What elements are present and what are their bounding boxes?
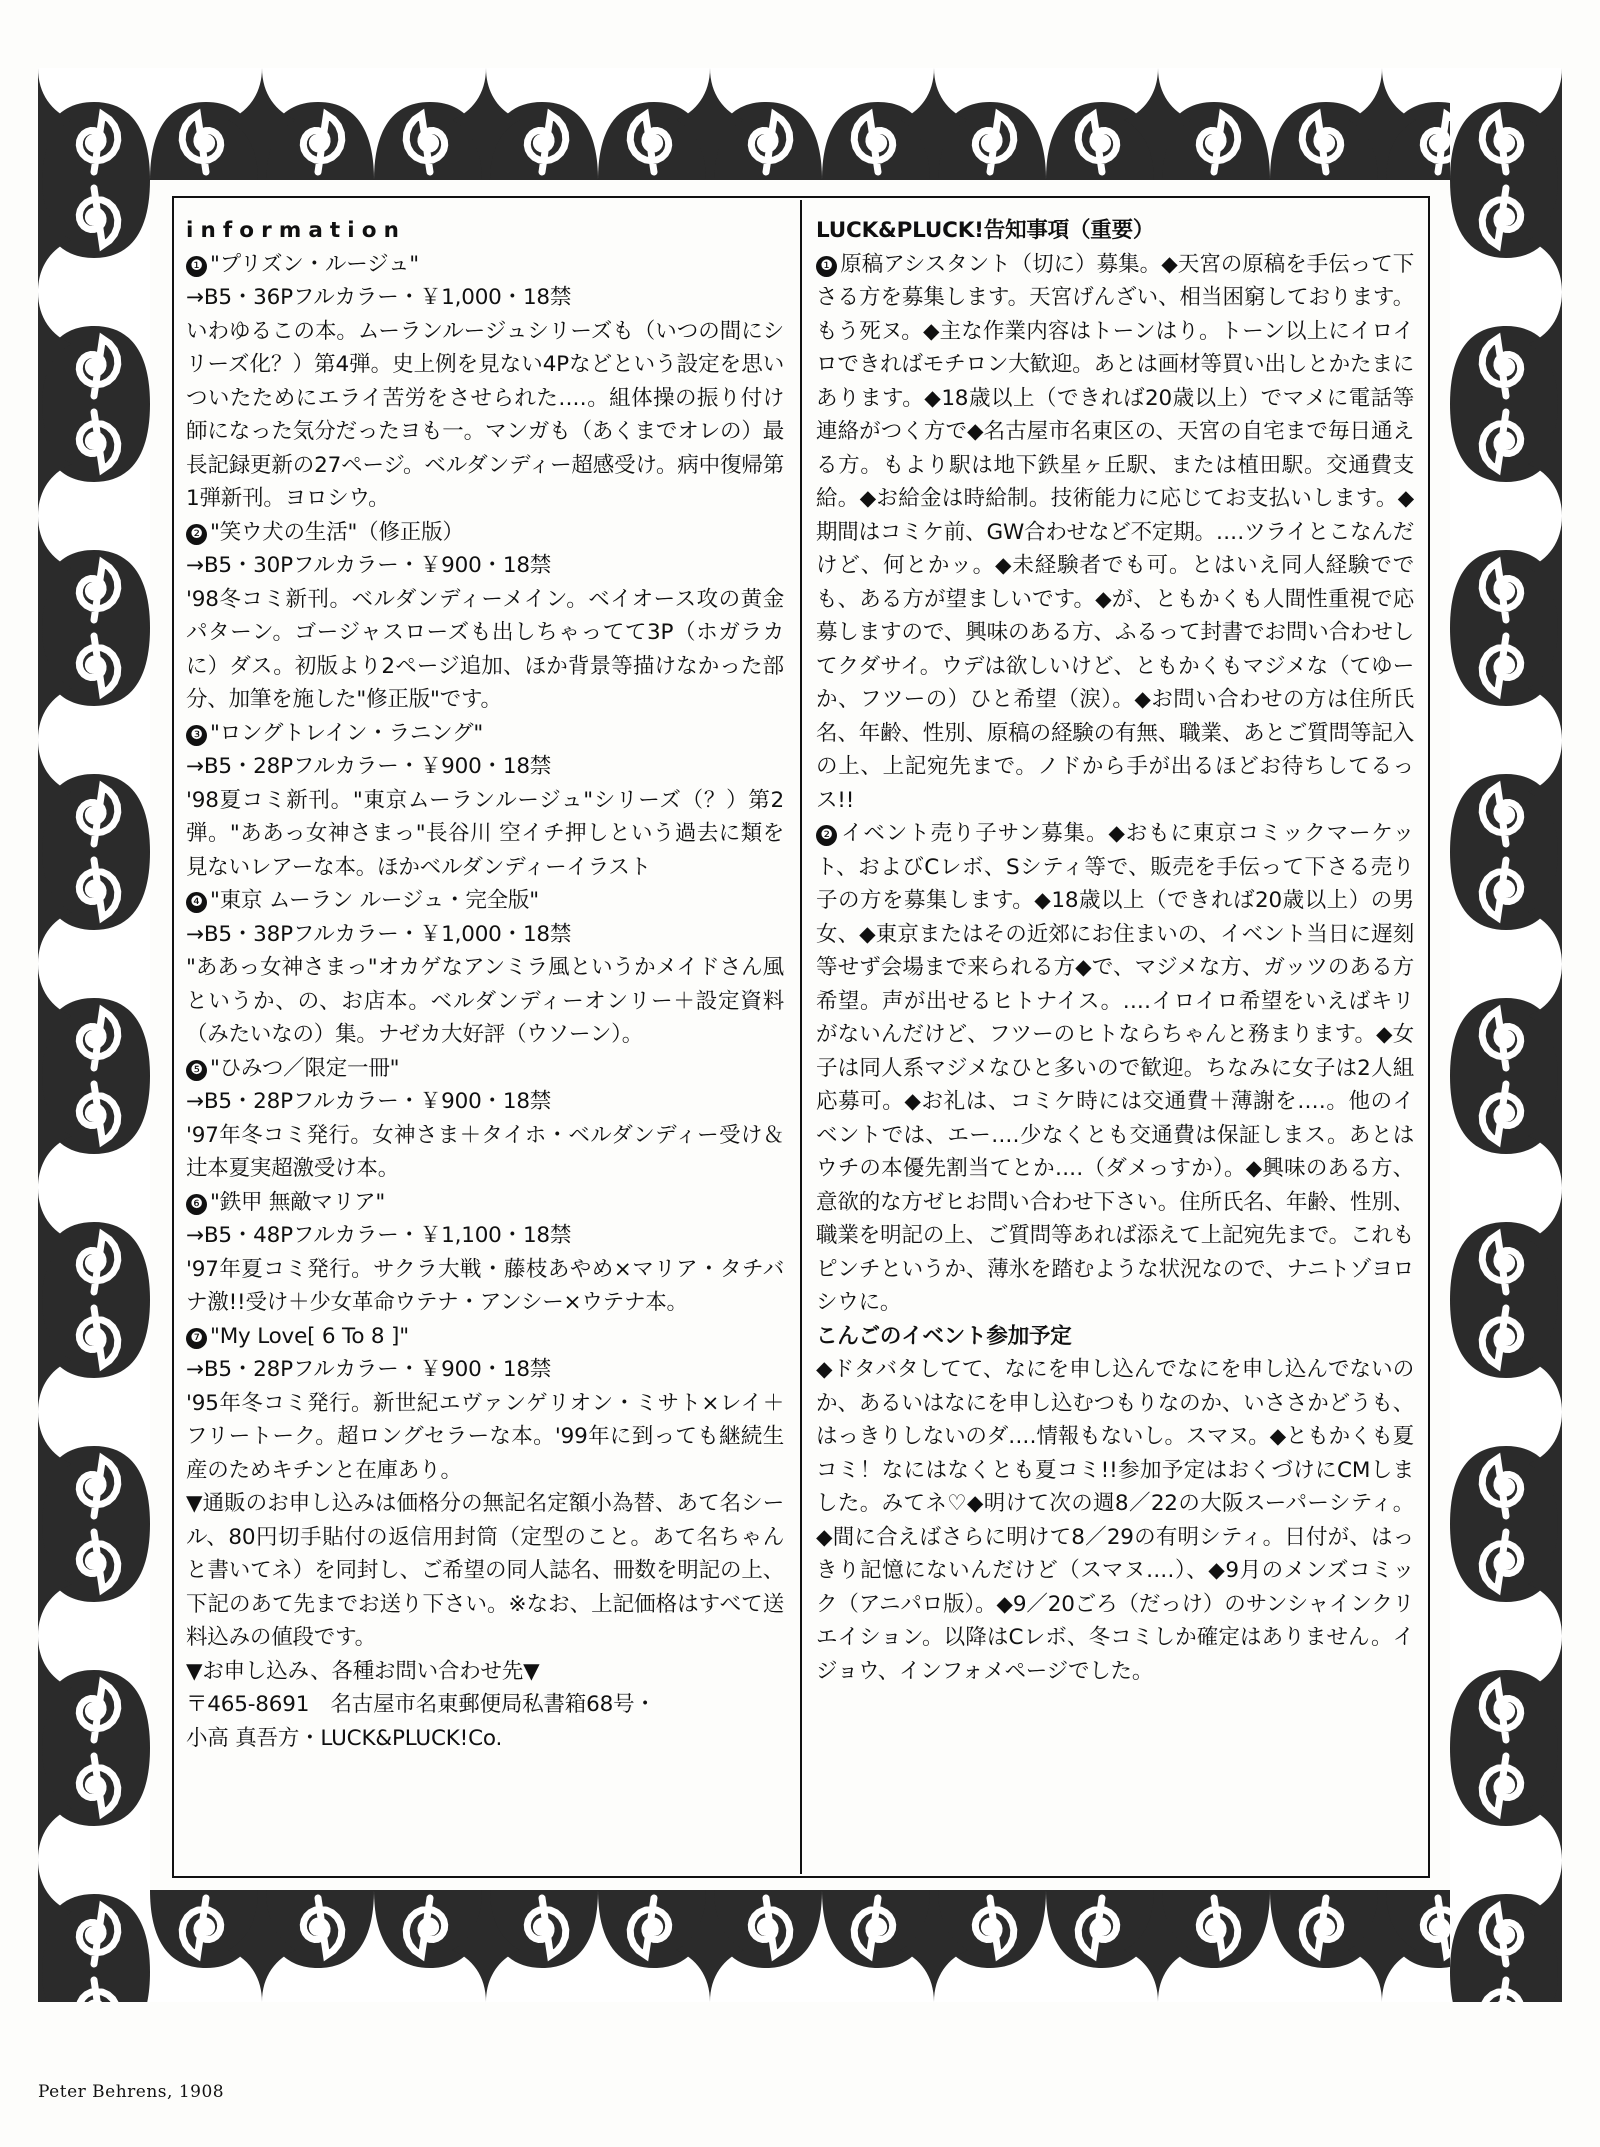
item-title-7: ❼ "My Love[ 6 To 8 ]" (186, 1320, 784, 1354)
item-spec-5: →B5・28Pフルカラー・￥900・18禁 (186, 1089, 552, 1114)
item-title-6: ❻ "鉄甲 無敵マリア" (186, 1186, 784, 1220)
spiral-ornament-icon (1450, 1636, 1562, 1748)
item-number-badge-3: ❸ (186, 725, 207, 746)
spiral-ornament-icon (1450, 1076, 1562, 1188)
spiral-ornament-icon (1046, 1890, 1158, 2002)
notice-item-2: ❷ イベント売り子サン募集。◆おもに東京コミックマーケット、およびCレボ、Sシティ等で、販売を手伝って下さる売り子の方を募集します。◆18歳以上（できれば20歳以上）の男女、◆東京またはその近郊にお住まいの、イベント当日に遅刻等せず会場まで来られる方◆で、マジメな方、ガッツのある方希望。声が出せるヒトナイス。‥‥イロイロ希望をいえばキリがないんだけど、フツーのヒトならちゃんと務まります。◆女子は同人系マジメなひと多いので歓迎。ちなみに女子は2人組応募可。◆お礼は、コミケ時には交通費＋薄謝を‥‥。他のイベントでは、エー‥‥少なくとも交通費は保証しまス。あとはウチの本優先割当てとか‥‥（ダメっすか）。◆興味のある方、意欲的な方ゼヒお問い合わせ下さい。住所氏名、年齢、性別、職業を明記の上、ご質問等あれば添えて上記宛先まで。これもピンチというか、薄氷を踏むような状況なので、ナニトゾヨロシウに。 (816, 821, 1414, 1315)
spiral-ornament-icon (150, 1890, 262, 2002)
spiral-ornament-icon (1450, 516, 1562, 628)
border-ornament-left (38, 68, 150, 2002)
spiral-ornament-icon (486, 68, 598, 180)
spiral-ornament-icon (1450, 404, 1562, 516)
postal-address-line-2: 小高 真吾方・LUCK&PLUCK!Co. (186, 1725, 503, 1751)
page-caption: Peter Behrens, 1908 (38, 2082, 225, 2102)
notice-column (816, 214, 1414, 1862)
spiral-ornament-icon (38, 1972, 150, 2002)
spiral-ornament-icon (38, 68, 150, 180)
spiral-ornament-icon (1450, 1300, 1562, 1412)
item-title-2: ❷ "笑ウ犬の生活"（修正版） (186, 516, 784, 550)
frame-rule-left (172, 196, 174, 1878)
notice-item-1: ❶ 原稿アシスタント（切に）募集。◆天宮の原稿を手伝って下さる方を募集します。天宮げんざい、相当困窮しております。もう死ヌ。◆主な作業内容はトーンはり。トーン以上にイロイロできればモチロン大歓迎。あとは画材等買い出しとかたまにあります。◆18歳以上（できれば20歳以上）でマメに電話等連絡がつく方で◆名古屋市名東区の、天宮の自宅まで毎日通える方。もより駅は地下鉄星ヶ丘駅、または植田駅。交通費支給。◆お給金は時給制。技術能力に応じてお支払いします。◆期間はコミケ前、GW合わせなど不定期。‥‥ツライとこなんだけど、何とかッ。◆未経験者でも可。とはいえ同人経験ででも、ある方が望ましいです。◆が、ともかくも人間性重視で応募しますので、興味のある方、ふるって封書でお問い合わせしてクダサイ。ウデは欲しいけど、ともかくもマジメな（てゆーか、フツーの）ひと希望（涙）。◆お問い合わせの方は住所氏名、年齢、性別、原稿の経験の有無、職業、あとご質問等記入の上、上記宛先まで。ノドから手が出るほどお待ちしてるっス!! (816, 251, 1414, 813)
spiral-ornament-icon (150, 68, 262, 180)
spiral-ornament-icon (486, 1890, 598, 2002)
item-body-3: '98夏コミ新刊。"東京ムーランルージュ"シリーズ（？）第2弾。"ああっ女神さまっ"長谷川 空イチ押しという過去に類を見ないレアーな本。ほかベルダンディーイラスト (186, 787, 784, 880)
item-body-4: "ああっ女神さまっ"オカゲなアンミラ風というかメイドさん風というか、の、お店本。ベルダンディーオンリー＋設定資料（みたいなの）集。ナゼカ大好評（ウソーン）。 (186, 955, 784, 1047)
spiral-ornament-icon (38, 628, 150, 740)
item-title-1: ❶ "プリズン・ルージュ" (186, 248, 784, 282)
item-title-3: ❸ "ロングトレイン・ラニング" (186, 717, 784, 751)
spiral-ornament-icon (38, 1412, 150, 1524)
spiral-ornament-icon (38, 852, 150, 964)
item-spec-3: →B5・28Pフルカラー・￥900・18禁 (186, 754, 552, 779)
spiral-ornament-icon (1450, 1524, 1562, 1636)
spiral-ornament-icon (38, 180, 150, 292)
notice-number-badge-2: ❷ (816, 825, 837, 846)
spiral-ornament-icon (374, 68, 486, 180)
spiral-ornament-icon (822, 68, 934, 180)
spiral-ornament-icon (38, 1636, 150, 1748)
spiral-ornament-icon (710, 68, 822, 180)
spiral-ornament-icon (1450, 68, 1562, 180)
spiral-ornament-icon (1450, 1972, 1562, 2002)
spiral-ornament-icon (1450, 628, 1562, 740)
spiral-ornament-icon (1450, 964, 1562, 1076)
item-title-4: ❹ "東京 ムーラン ルージュ・完全版" (186, 884, 784, 918)
item-number-badge-4: ❹ (186, 892, 207, 913)
spiral-ornament-icon (1450, 1636, 1562, 1748)
item-number-badge-2: ❷ (186, 524, 207, 545)
spiral-ornament-icon (1450, 516, 1562, 628)
spiral-ornament-icon (710, 1890, 822, 2002)
spiral-ornament-icon (934, 1890, 1046, 2002)
spiral-ornament-icon (1450, 404, 1562, 516)
frame-rule-top (172, 196, 1430, 198)
spiral-ornament-icon (38, 1748, 150, 1860)
spiral-ornament-icon (38, 292, 150, 404)
spiral-ornament-icon (38, 1300, 150, 1412)
spiral-ornament-icon (38, 1636, 150, 1748)
spiral-ornament-icon (1450, 1300, 1562, 1412)
spiral-ornament-icon (38, 1860, 150, 1972)
item-number-badge-7: ❼ (186, 1328, 207, 1349)
spiral-ornament-icon (374, 1890, 486, 2002)
item-body-1: いわゆるこの本。ムーランルージュシリーズも（いつの間にシリーズ化？）第4弾。史上例を見ない4Pなどという設定を思いついたためにエライ苦労をさせられた‥‥。組体操の振り付け師になった気分だったヨも一。マンガも（あくまでオレの）最長記録更新の27ページ。ベルダンディー超感受け。病中復帰第1弾新刊。ヨロシウ。 (186, 318, 784, 511)
spiral-ornament-icon (38, 852, 150, 964)
spiral-ornament-icon (1270, 68, 1382, 180)
spiral-ornament-icon (38, 516, 150, 628)
spiral-ornament-icon (1450, 852, 1562, 964)
item-spec-4: →B5・38Pフルカラー・￥1,000・18禁 (186, 921, 572, 947)
spiral-ornament-icon (598, 1890, 710, 2002)
contact-heading: ▼お申し込み、各種お問い合わせ先▼ (186, 1658, 540, 1684)
spiral-ornament-icon (1450, 1412, 1562, 1524)
spiral-ornament-icon (1450, 1748, 1562, 1860)
postal-address-line-1: 〒465-8691 名古屋市名東郵便局私書箱68号・ (186, 1692, 656, 1717)
item-title-5: ❺ "ひみつ／限定一冊" (186, 1052, 784, 1086)
spiral-ornament-icon (38, 1524, 150, 1636)
spiral-ornament-icon (934, 68, 1046, 180)
spiral-ornament-icon (1450, 180, 1562, 292)
information-column (186, 214, 784, 1862)
spiral-ornament-icon (38, 1300, 150, 1412)
item-number-badge-1: ❶ (186, 256, 207, 277)
spiral-ornament-icon (38, 1972, 150, 2002)
spiral-ornament-icon (38, 180, 150, 292)
spiral-ornament-icon (1450, 964, 1562, 1076)
spiral-ornament-icon (38, 964, 150, 1076)
item-body-7: '95年冬コミ発行。新世紀エヴァンゲリオン・ミサト×レイ＋フリートーク。超ロングセラーな本。'99年に到っても継続生産のためキチンと在庫あり。 (186, 1390, 784, 1483)
item-number-badge-5: ❺ (186, 1060, 207, 1081)
spiral-ornament-icon (1450, 740, 1562, 852)
spiral-ornament-icon (38, 740, 150, 852)
spiral-ornament-icon (1450, 292, 1562, 404)
column-divider-rule (800, 200, 802, 1874)
item-body-2: '98冬コミ新刊。ベルダンディーメイン。ベイオース攻の黄金パターン。ゴージャスローズも出しちゃってて3P（ホガラカに）ダス。初版より2ページ追加、ほか背景等描けなかった部分、加筆を施した"修正版"です。 (186, 586, 784, 712)
spiral-ornament-icon (1046, 68, 1158, 180)
spiral-ornament-icon (38, 964, 150, 1076)
notice-number-badge-1: ❶ (816, 256, 837, 277)
spiral-ornament-icon (38, 1748, 150, 1860)
border-ornament-top (38, 68, 1562, 180)
border-ornament-right (1450, 68, 1562, 2002)
spiral-ornament-icon (1450, 292, 1562, 404)
spiral-ornament-icon (38, 1188, 150, 1300)
spiral-ornament-icon (1450, 1972, 1562, 2002)
spiral-ornament-icon (38, 292, 150, 404)
frame-rule-bottom (172, 1876, 1430, 1878)
spiral-ornament-icon (1270, 1890, 1382, 2002)
event-schedule-heading: こんごのイベント参加予定 (816, 1323, 1072, 1349)
spiral-ornament-icon (38, 1076, 150, 1188)
spiral-ornament-icon (262, 68, 374, 180)
spiral-ornament-icon (38, 516, 150, 628)
spiral-ornament-icon (38, 1412, 150, 1524)
spiral-ornament-icon (1450, 1076, 1562, 1188)
spiral-ornament-icon (38, 628, 150, 740)
notice-heading: LUCK&PLUCK!告知事項（重要） (816, 218, 1155, 243)
spiral-ornament-icon (38, 1860, 150, 1972)
spiral-ornament-icon (38, 740, 150, 852)
spiral-ornament-icon (38, 404, 150, 516)
spiral-ornament-icon (822, 1890, 934, 2002)
spiral-ornament-icon (1450, 68, 1562, 180)
event-schedule-body: ◆ドタバタしてて、なにを申し込んでなにを申し込んでないのか、あるいはなにを申し込むつもりなのか、いささかどうも、はっきりしないのダ‥‥情報もないし。スマヌ。◆ともかくも夏コミ！なにはなくとも夏コミ!!参加予定はおくづけにCMしました。みてネ♡◆明けて次の週8／22の大阪スーパーシティ。◆間に合えばさらに明けて8／29の有明シティ。日付が、はっきり記憶にないんだけど（スマヌ‥‥）、◆9月のメンズコミック（アニパロ版）。◆9／20ごろ（だっけ）のサンシャインクリエイション。以降はCレボ、冬コミしか確定はありません。イジョウ、インフォメページでした。 (816, 1357, 1414, 1684)
spiral-ornament-icon (1450, 1524, 1562, 1636)
spiral-ornament-icon (1450, 740, 1562, 852)
spiral-ornament-icon (38, 1076, 150, 1188)
spiral-ornament-icon (38, 1188, 150, 1300)
spiral-ornament-icon (1158, 68, 1270, 180)
item-spec-2: →B5・30Pフルカラー・￥900・18禁 (186, 553, 552, 578)
spiral-ornament-icon (262, 1890, 374, 2002)
spiral-ornament-icon (1450, 1412, 1562, 1524)
spiral-ornament-icon (1450, 180, 1562, 292)
spiral-ornament-icon (38, 404, 150, 516)
spiral-ornament-icon (1450, 1860, 1562, 1972)
item-spec-1: →B5・36Pフルカラー・￥1,000・18禁 (186, 285, 572, 310)
item-body-5: '97年冬コミ発行。女神さま＋タイホ・ベルダンディー受け＆辻本夏実超激受け本。 (186, 1122, 784, 1181)
item-spec-6: →B5・48Pフルカラー・￥1,100・18禁 (186, 1223, 572, 1248)
spiral-ornament-icon (1450, 1188, 1562, 1300)
item-body-6: '97年夏コミ発行。サクラ大戦・藤枝あやめ×マリア・タチバナ激!!受け＋少女革命ウテナ・アンシー×ウテナ本。 (186, 1256, 784, 1315)
spiral-ornament-icon (1450, 1748, 1562, 1860)
item-spec-7: →B5・28Pフルカラー・￥900・18禁 (186, 1357, 552, 1382)
information-heading: i n f o r m a t i o n (186, 218, 399, 243)
frame-rule-right (1428, 196, 1430, 1878)
spiral-ornament-icon (1158, 1890, 1270, 2002)
spiral-ornament-icon (38, 68, 150, 180)
spiral-ornament-icon (38, 1524, 150, 1636)
spiral-ornament-icon (1450, 852, 1562, 964)
item-number-badge-6: ❻ (186, 1194, 207, 1215)
spiral-ornament-icon (1450, 1860, 1562, 1972)
spiral-ornament-icon (1450, 1188, 1562, 1300)
mail-order-paragraph: ▼通販のお申し込みは価格分の無記名定額小為替、あて名シール、80円切手貼付の返信用封筒（定型のこと。あて名ちゃんと書いてネ）を同封し、ご希望の同人誌名、冊数を明記の上、下記のあて先までお送り下さい。※なお、上記価格はすべて送料込みの値段です。 (186, 1491, 784, 1650)
border-ornament-bottom (38, 1890, 1562, 2002)
spiral-ornament-icon (1450, 628, 1562, 740)
spiral-ornament-icon (598, 68, 710, 180)
